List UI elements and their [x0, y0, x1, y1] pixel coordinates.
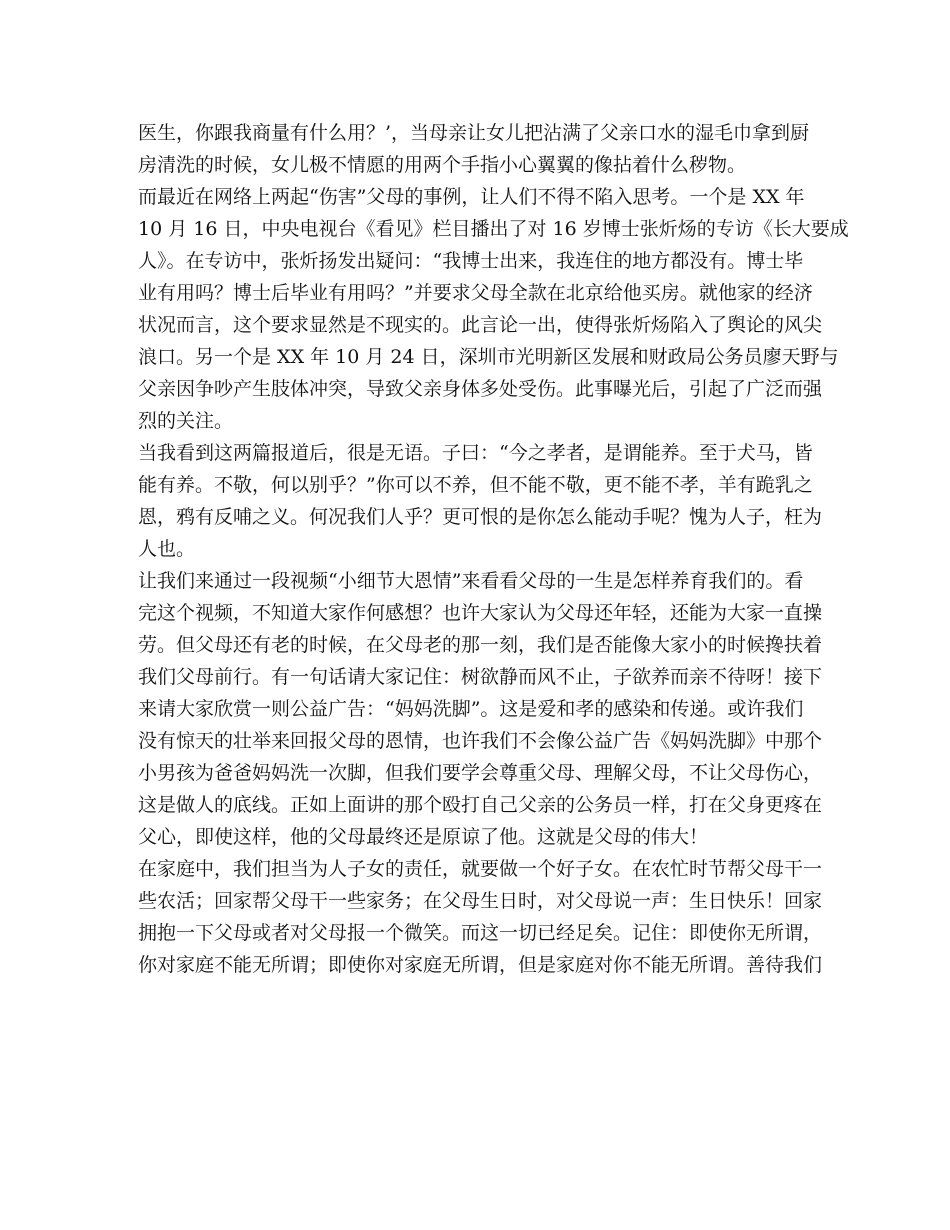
document-body	[138, 117, 849, 981]
text-line: 这是做人的底线。正如上面讲的那个殴打自己父亲的公务员一样，打在父身更疼在	[138, 794, 823, 816]
text-line: 人也。	[138, 538, 196, 560]
text-line: 而最近在网络上两起“伤害”父母的事例，让人们不得不陷入思考。一个是 XX 年	[138, 186, 805, 208]
text-line: 我们父母前行。有一句话请大家记住：树欲静而风不止，子欲养而亲不待呀！接下	[138, 666, 823, 688]
text-line: 烈的关注。	[138, 410, 234, 432]
text-line: 劳。但父母还有老的时候，在父母老的那一刻，我们是否能像大家小的时候搀扶着	[138, 634, 823, 656]
text-line: 房清洗的时候，女儿极不情愿的用两个手指小心翼翼的像拈着什么秽物。	[138, 154, 747, 176]
text-line: 10 月 16 日，中央电视台《看见》栏目播出了对 16 岁博士张炘炀的专访《长大要成	[138, 218, 849, 240]
text-line: 父亲因争吵产生肢体冲突，导致父亲身体多处受伤。此事曝光后，引起了广泛而强	[138, 378, 823, 400]
text-line: 父心，即使这样，他的父母最终还是原谅了他。这就是父母的伟大！	[138, 826, 709, 848]
text-line: 医生，你跟我商量有什么用？’，当母亲让女儿把沾满了父亲口水的湿毛巾拿到厨	[138, 122, 810, 144]
text-line: 能有养。不敬，何以别乎？”你可以不养，但不能不敬，更不能不孝，羊有跪乳之	[138, 474, 813, 496]
text-line: 没有惊天的壮举来回报父母的恩情，也许我们不会像公益广告《妈妈洗脚》中那个	[138, 730, 823, 752]
text-line: 业有用吗？博士后毕业有用吗？”并要求父母全款在北京给他买房。就他家的经济	[138, 282, 813, 304]
text-line: 让我们来通过一段视频“小细节大恩情”来看看父母的一生是怎样养育我们的。看	[138, 570, 804, 592]
text-line: 恩，鸦有反哺之义。何况我们人乎？更可恨的是你怎么能动手呢？愧为人子，枉为	[138, 506, 823, 528]
text-line: 当我看到这两篇报道后，很是无语。子曰：“今之孝者，是谓能养。至于犬马，皆	[138, 442, 813, 464]
text-line: 人》。在专访中，张炘扬发出疑问：“我博士出来，我连住的地方都没有。博士毕	[138, 250, 804, 272]
text-line: 拥抱一下父母或者对父母报一个微笑。而这一切已经足矣。记住：即使你无所谓，	[138, 922, 823, 944]
text-line: 在家庭中，我们担当为人子女的责任，就要做一个好子女。在农忙时节帮父母干一	[138, 858, 823, 880]
text-line: 来请大家欣赏一则公益广告：“妈妈洗脚”。这是爱和孝的感染和传递。或许我们	[138, 698, 804, 720]
text-line: 浪口。另一个是 XX 年 10 月 24 日，深圳市光明新区发展和财政局公务员廖天野与	[138, 346, 839, 368]
text-line: 你对家庭不能无所谓；即使你对家庭无所谓，但是家庭对你不能无所谓。善待我们	[138, 954, 823, 976]
text-line: 状况而言，这个要求显然是不现实的。此言论一出，使得张炘炀陷入了舆论的风尖	[138, 314, 823, 336]
text-line: 小男孩为爸爸妈妈洗一次脚，但我们要学会尊重父母、理解父母，不让父母伤心，	[138, 762, 823, 784]
text-line: 些农活；回家帮父母干一些家务；在父母生日时，对父母说一声：生日快乐！回家	[138, 890, 823, 912]
text-line: 完这个视频，不知道大家作何感想？也许大家认为父母还年轻，还能为大家一直操	[138, 602, 823, 624]
